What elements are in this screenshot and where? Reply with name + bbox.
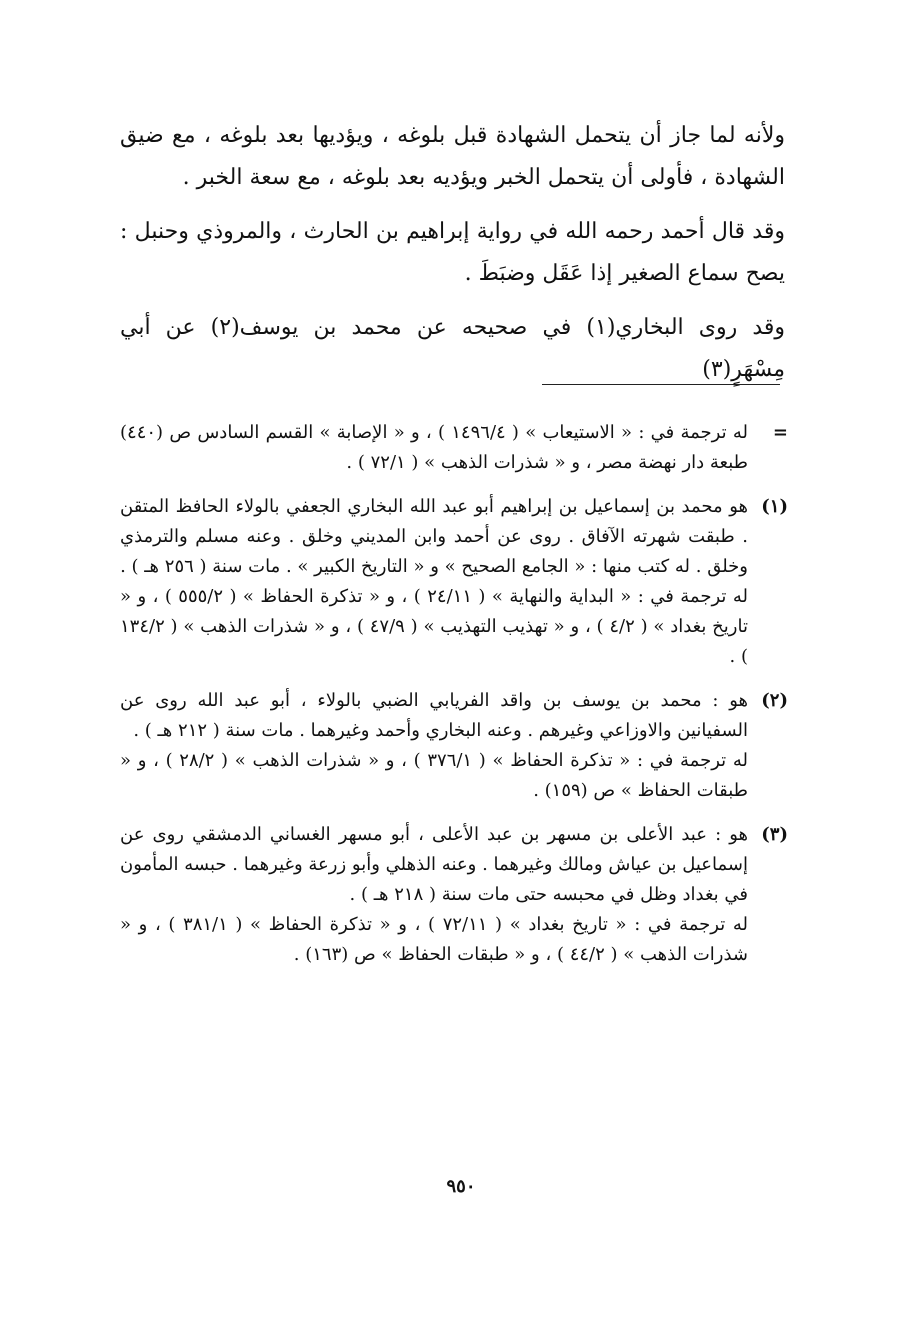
footnote-text: هو : عبد الأعلى بن مسهر بن عبد الأعلى ، أبو مسهر الغساني الدمشقي روى عن إسماعيل بن عياش ومالك وغيرهما . وعنه الذهلي وأبو زرعة وغيرهما . حبسه المأمون في بغداد وظل في محبسه حتى مات سنة ( ٢١٨ هـ ) . <box>120 824 748 905</box>
footnote-references: له ترجمة في : « البداية والنهاية » ( ٢٤/١١ ) ، و « تذكرة الحفاظ » ( ٥٥٥/٢ ) ، و « تاريخ بغداد » ( ٤/٢ ) ، و « تهذيب التهذيب » ( ٤٧/٩ ) ، و « شذرات الذهب » ( ١٣٤/٢ ) . <box>120 586 748 667</box>
footnote-text: هو محمد بن إسماعيل بن إبراهيم أبو عبد الله البخاري الجعفي بالولاء الحافظ المتقن . طبقت شهرته الآفاق . روى عن أحمد وابن المديني وخلق . وعنه مسلم والترمذي وخلق . له كتب منها : « الجامع الصحيح » و « التاريخ الكبير » . مات سنة ( ٢٥٦ هـ ) . <box>120 496 748 577</box>
footnote-2 <box>120 686 788 806</box>
footnote-3 <box>120 820 788 970</box>
footnote-references: له ترجمة في : « تاريخ بغداد » ( ٧٢/١١ ) ، و « تذكرة الحفاظ » ( ٣٨١/١ ) ، و « شذرات الذهب » ( ٤٤/٢ ) ، و « طبقات الحفاظ » ص (١٦٣) . <box>120 914 748 965</box>
footnote-text: هو : محمد بن يوسف بن واقد الفريابي الضبي بالولاء ، أبو عبد الله روى عن السفيانين والاوزاعي وغيرهم . وعنه البخاري وأحمد وغيرهما . مات سنة ( ٢١٢ هـ ) . <box>120 690 748 741</box>
main-paragraph-1: ولأنه لما جاز أن يتحمل الشهادة قبل بلوغه ، ويؤديها بعد بلوغه ، مع ضيق الشهادة ، فأولى أن يتحمل الخبر ويؤديه بعد بلوغه ، مع سعة الخبر . <box>120 123 785 190</box>
footnote-marker: (٣) <box>761 824 788 845</box>
footnote-marker: (٢) <box>761 690 788 711</box>
page-number: ٩٥٠ <box>446 1176 476 1197</box>
footnote-1 <box>120 492 788 672</box>
main-paragraph-2: وقد قال أحمد رحمه الله في رواية إبراهيم بن الحارث ، والمروذي وحنبل : يصح سماع الصغير إذا عَقَل وضبَطَ . <box>120 219 785 286</box>
footnote-text: له ترجمة في : « الاستيعاب » ( ١٤٩٦/٤ ) ، و « الإصابة » القسم السادس ص (٤٤٠) طبعة دار نهضة مصر ، و « شذرات الذهب » ( ٧٢/١ ) . <box>120 422 749 473</box>
footnote-marker: (١) <box>761 496 788 517</box>
main-text <box>120 115 785 403</box>
footnote-continued <box>120 418 788 478</box>
main-paragraph-3: وقد روى البخاري(١) في صحيحه عن محمد بن يوسف(٢) عن أبي مِسْهَرٍ(٣) <box>120 315 786 382</box>
footnote-marker: = <box>772 422 788 443</box>
footnotes <box>120 418 788 984</box>
footnote-references: له ترجمة في : « تذكرة الحفاظ » ( ٣٧٦/١ ) ، و « شذرات الذهب » ( ٢٨/٢ ) ، و « طبقات الحفاظ » ص (١٥٩) . <box>120 750 748 801</box>
footnote-separator <box>542 384 780 385</box>
